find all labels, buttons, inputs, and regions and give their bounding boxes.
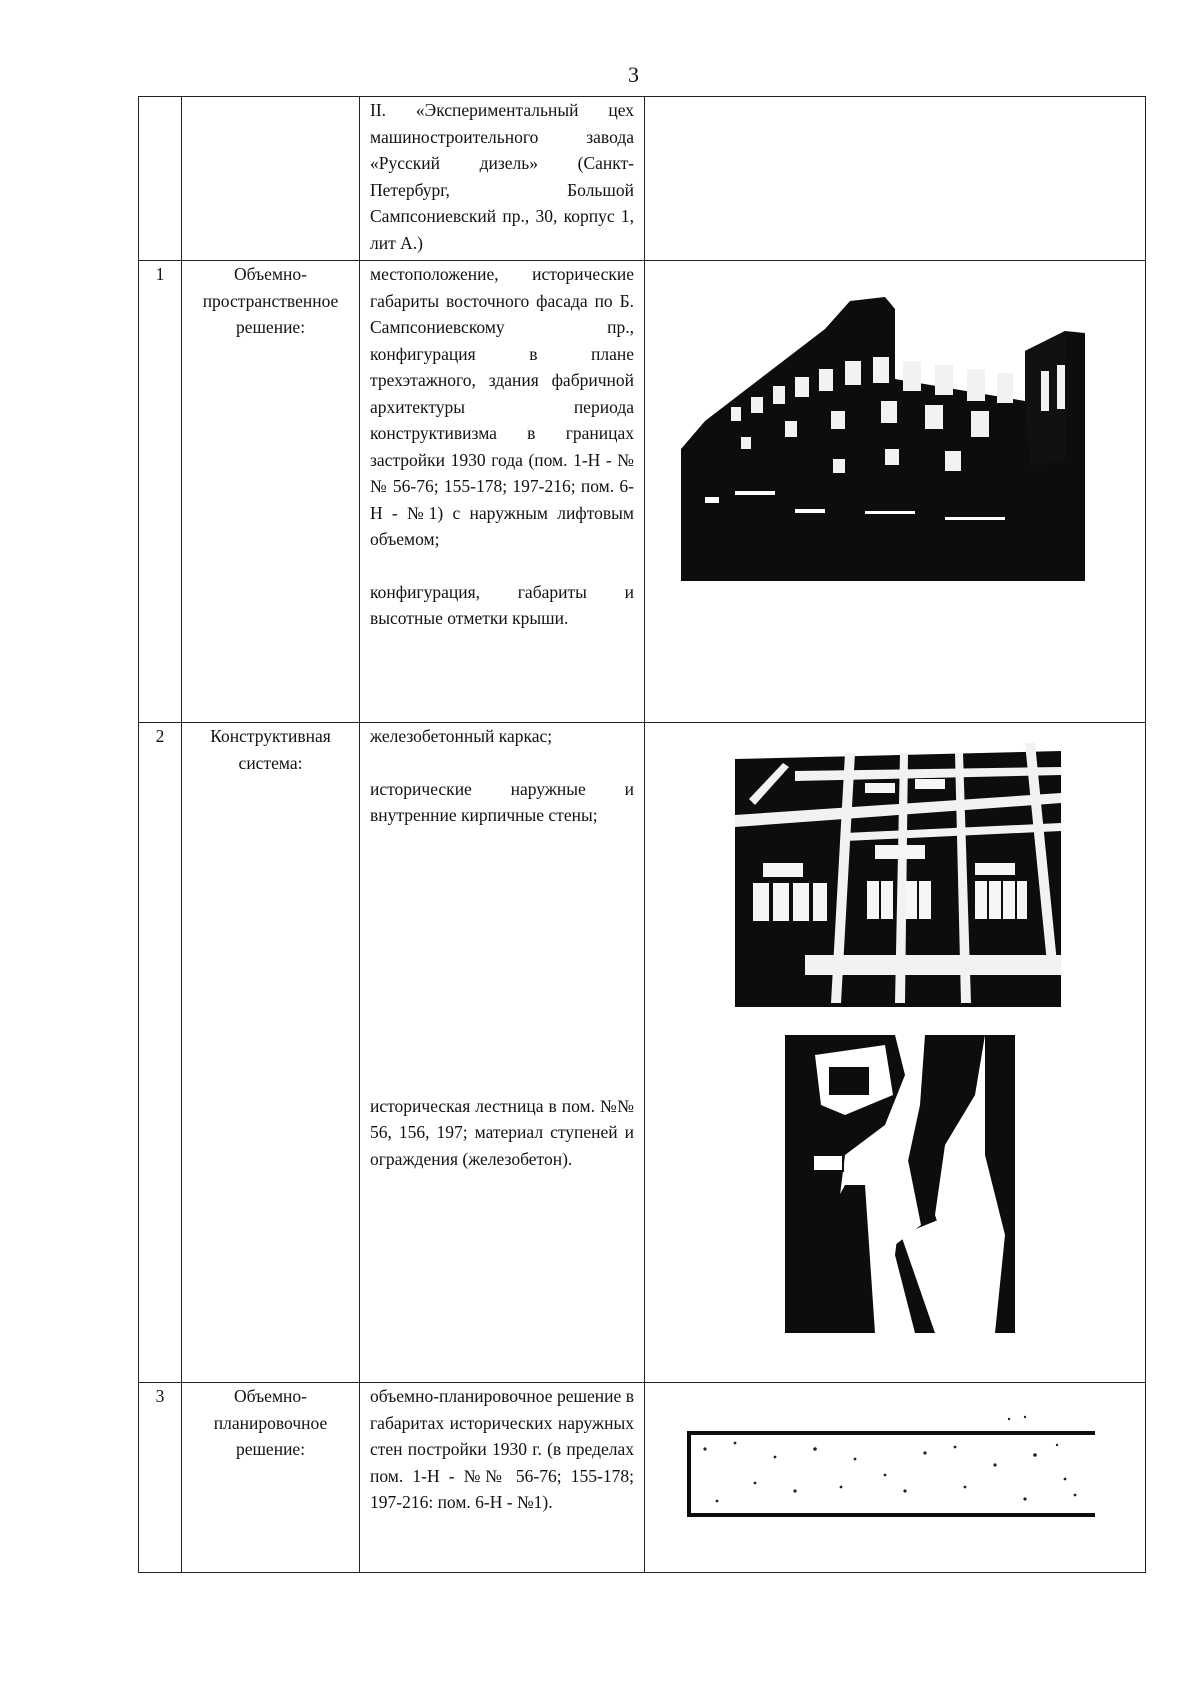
- floor-plan-drawing: [645, 1383, 1095, 1533]
- staircase-photo: [645, 1035, 1095, 1335]
- row-image-cell: [645, 261, 1146, 723]
- description-item: местоположение, исторические габариты восточного фасада по Б. Сампсониевскому пр., конфигурация в плане трехэтажного, здания фабричной архитектуры периода конструктивизма в границах застройки 1930 года (пом. 1-Н - №№ 56-76; 155-178; 197-216; пом. 6-Н - №1) с наружным лифтовым объемом;: [370, 264, 634, 549]
- row-description: [360, 261, 645, 723]
- row-image-cell: [645, 723, 1146, 1383]
- table-title-row: [139, 97, 1146, 261]
- row-name: Объемно-планировочное решение:: [182, 1383, 360, 1573]
- building-facade-photo: [645, 261, 1095, 591]
- row-number: 2: [139, 723, 182, 1383]
- description-item: историческая лестница в пом. №№ 56, 156, 197; материал ступеней и ограждения (железобетон).: [370, 1095, 634, 1169]
- row-image-cell: [645, 1383, 1146, 1573]
- description-item: объемно-планировочное решение в габаритах исторических наружных стен постройки 1930 г. (в пределах пом. 1-Н - №№ 56-76; 155-178; 197-216: пом. 6-Н - №1).: [370, 1386, 634, 1512]
- table-row: [139, 261, 1146, 723]
- object-title-cell: [360, 97, 645, 261]
- row-name: Объемно-пространственное решение:: [182, 261, 360, 723]
- object-title: II. «Экспериментальный цех машиностроительного завода «Русский дизель» (Санкт-Петербург, Большой Сампсониевский пр., 30, корпус 1, лит А.): [370, 100, 634, 253]
- description-item: исторические наружные и внутренние кирпичные стены;: [370, 778, 634, 825]
- concrete-frame-photo: [645, 723, 1095, 1013]
- row-number: 1: [139, 261, 182, 723]
- row-number: 3: [139, 1383, 182, 1573]
- description-item: конфигурация, габариты и высотные отметки крыши.: [370, 581, 634, 628]
- row-description: [360, 1383, 645, 1573]
- table-row: [139, 723, 1146, 1383]
- description-item: железобетонный каркас;: [370, 726, 553, 746]
- table-row: [139, 1383, 1146, 1573]
- row-name: Конструктивная система:: [182, 723, 360, 1383]
- protected-items-table: [138, 96, 1146, 1573]
- page-number: 3: [628, 62, 639, 87]
- row-description: [360, 723, 645, 1383]
